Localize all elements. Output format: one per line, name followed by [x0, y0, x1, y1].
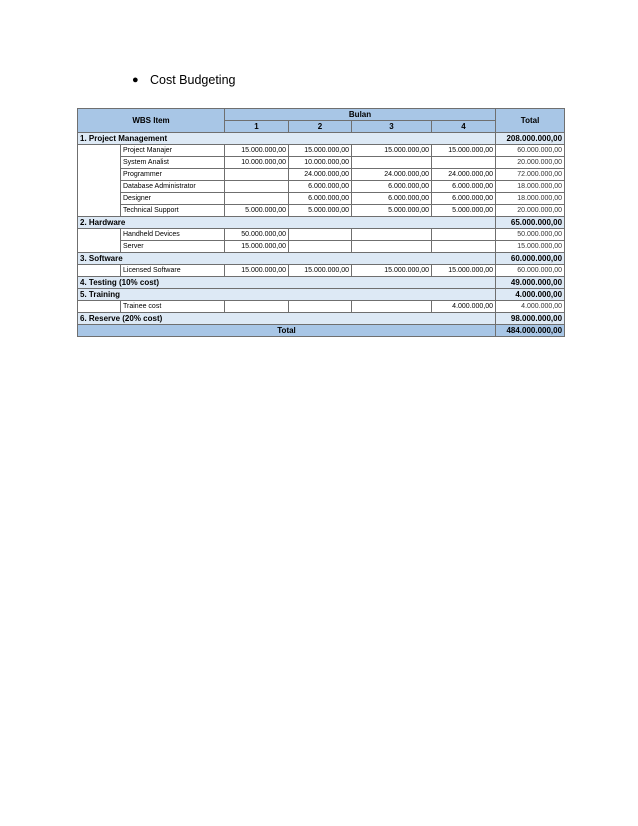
item-month-2: 24.000.000,00: [289, 169, 352, 181]
header-bulan: Bulan: [225, 109, 496, 121]
item-month-4: 6.000.000,00: [432, 181, 496, 193]
item-name: Project Manajer: [121, 145, 225, 157]
item-month-1: 15.000.000,00: [225, 265, 289, 277]
header-month-4: 4: [432, 121, 496, 133]
item-name: Database Administrator: [121, 181, 225, 193]
item-month-2: 6.000.000,00: [289, 181, 352, 193]
bullet-icon: ●: [132, 74, 139, 86]
item-total: 18.000.000,00: [496, 181, 565, 193]
item-name: Programmer: [121, 169, 225, 181]
group-total: 98.000.000,00: [496, 313, 565, 325]
item-month-3: 6.000.000,00: [352, 181, 432, 193]
table-row: [78, 205, 565, 217]
table-row: [78, 145, 565, 157]
table-row: [78, 181, 565, 193]
item-month-3: [352, 301, 432, 313]
item-total: 60.000.000,00: [496, 145, 565, 157]
indent-cell: [78, 169, 121, 181]
item-name: Server: [121, 241, 225, 253]
header-month-1: 1: [225, 121, 289, 133]
grand-total-label: Total: [78, 325, 496, 337]
item-month-4: [432, 241, 496, 253]
item-month-4: 4.000.000,00: [432, 301, 496, 313]
item-month-2: 5.000.000,00: [289, 205, 352, 217]
group-title: 3. Software: [78, 253, 496, 265]
item-month-4: 24.000.000,00: [432, 169, 496, 181]
item-month-3: 15.000.000,00: [352, 265, 432, 277]
item-name: Designer: [121, 193, 225, 205]
item-month-2: 6.000.000,00: [289, 193, 352, 205]
item-month-4: [432, 229, 496, 241]
item-month-4: 6.000.000,00: [432, 193, 496, 205]
item-month-3: 5.000.000,00: [352, 205, 432, 217]
table-row: [78, 169, 565, 181]
item-month-1: [225, 181, 289, 193]
item-name: Licensed Software: [121, 265, 225, 277]
table-body: [78, 133, 565, 337]
item-month-3: 24.000.000,00: [352, 169, 432, 181]
item-month-1: [225, 169, 289, 181]
group-row: [78, 313, 565, 325]
item-total: 18.000.000,00: [496, 193, 565, 205]
group-total: 49.000.000,00: [496, 277, 565, 289]
item-month-1: 15.000.000,00: [225, 145, 289, 157]
group-total: 208.000.000,00: [496, 133, 565, 145]
group-row: [78, 289, 565, 301]
group-row: [78, 133, 565, 145]
item-month-3: [352, 241, 432, 253]
item-month-1: [225, 193, 289, 205]
item-total: 15.000.000,00: [496, 241, 565, 253]
indent-cell: [78, 241, 121, 253]
indent-cell: [78, 205, 121, 217]
header-month-2: 2: [289, 121, 352, 133]
group-title: 2. Hardware: [78, 217, 496, 229]
item-month-1: 15.000.000,00: [225, 241, 289, 253]
group-row: [78, 253, 565, 265]
section-heading: [132, 73, 235, 87]
item-month-2: [289, 301, 352, 313]
item-month-3: 15.000.000,00: [352, 145, 432, 157]
group-title: 1. Project Management: [78, 133, 496, 145]
group-title: 5. Training: [78, 289, 496, 301]
item-total: 50.000.000,00: [496, 229, 565, 241]
item-month-1: [225, 301, 289, 313]
table-row: [78, 265, 565, 277]
item-month-4: 15.000.000,00: [432, 265, 496, 277]
indent-cell: [78, 145, 121, 157]
grand-total-row: [78, 325, 565, 337]
table-row: [78, 193, 565, 205]
header-total: Total: [496, 109, 565, 133]
group-total: 65.000.000,00: [496, 217, 565, 229]
table-row: [78, 157, 565, 169]
item-month-1: 5.000.000,00: [225, 205, 289, 217]
group-row: [78, 277, 565, 289]
item-month-3: 6.000.000,00: [352, 193, 432, 205]
item-month-2: 15.000.000,00: [289, 145, 352, 157]
item-month-2: 15.000.000,00: [289, 265, 352, 277]
item-name: Handheld Devices: [121, 229, 225, 241]
item-month-4: [432, 157, 496, 169]
header-month-3: 3: [352, 121, 432, 133]
item-month-2: [289, 229, 352, 241]
group-row: [78, 217, 565, 229]
item-month-3: [352, 157, 432, 169]
item-name: Trainee cost: [121, 301, 225, 313]
item-month-4: 5.000.000,00: [432, 205, 496, 217]
table-row: [78, 241, 565, 253]
indent-cell: [78, 301, 121, 313]
cost-budget-table: [77, 108, 565, 337]
item-total: 60.000.000,00: [496, 265, 565, 277]
indent-cell: [78, 157, 121, 169]
group-total: 4.000.000,00: [496, 289, 565, 301]
table-row: [78, 229, 565, 241]
item-month-1: 50.000.000,00: [225, 229, 289, 241]
item-name: System Analist: [121, 157, 225, 169]
item-total: 4.000.000,00: [496, 301, 565, 313]
group-title: 4. Testing (10% cost): [78, 277, 496, 289]
indent-cell: [78, 181, 121, 193]
header-wbs-item: WBS Item: [78, 109, 225, 133]
heading-text: Cost Budgeting: [150, 73, 236, 87]
group-title: 6. Reserve (20% cost): [78, 313, 496, 325]
item-total: 20.000.000,00: [496, 157, 565, 169]
grand-total-value: 484.000.000,00: [496, 325, 565, 337]
item-total: 72.000.000,00: [496, 169, 565, 181]
item-month-1: 10.000.000,00: [225, 157, 289, 169]
item-month-3: [352, 229, 432, 241]
indent-cell: [78, 265, 121, 277]
item-total: 20.000.000,00: [496, 205, 565, 217]
group-total: 60.000.000,00: [496, 253, 565, 265]
table-row: [78, 301, 565, 313]
item-month-4: 15.000.000,00: [432, 145, 496, 157]
item-month-2: 10.000.000,00: [289, 157, 352, 169]
indent-cell: [78, 229, 121, 241]
item-name: Technical Support: [121, 205, 225, 217]
indent-cell: [78, 193, 121, 205]
item-month-2: [289, 241, 352, 253]
